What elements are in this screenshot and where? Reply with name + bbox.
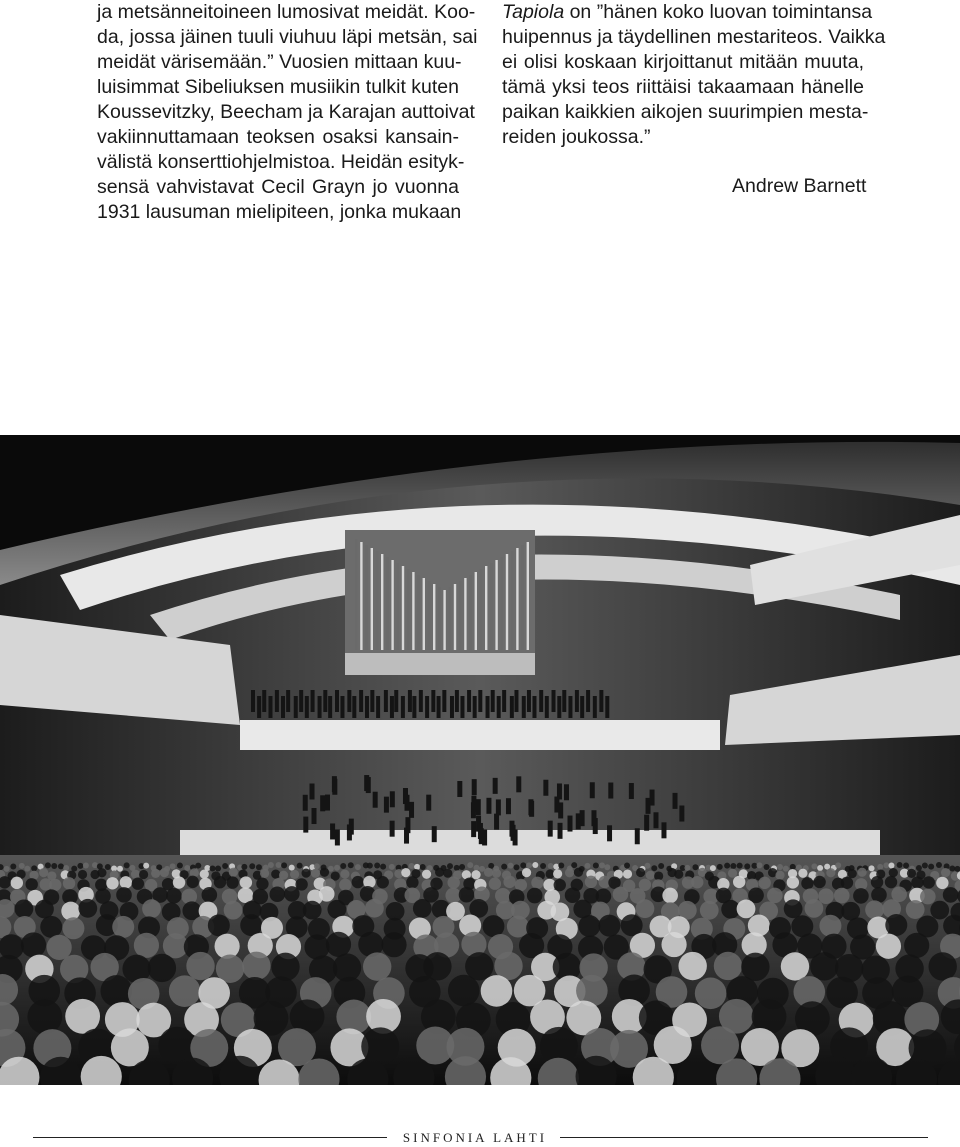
text-line: välistä konserttiohjelmistoa. Heidän esityk- bbox=[97, 151, 465, 173]
text-fragment: on ”hänen koko luovan toimintansa bbox=[564, 1, 873, 23]
text-line: meidät värisemään.” Vuosien mittaan kuu- bbox=[97, 51, 462, 73]
text-line: tämä yksi teos riittäisi takaamaan hänelle bbox=[502, 76, 864, 98]
footer-label: SINFONIA LAHTI bbox=[402, 1130, 548, 1145]
text-line: luisimmat Sibeliuksen musiikin tulkit kuten bbox=[97, 76, 459, 98]
text-line: reiden joukossa.” bbox=[502, 126, 651, 148]
work-title: Tapiola bbox=[502, 1, 565, 23]
text-line: vakiinnuttamaan teoksen osaksi kansain- bbox=[97, 126, 459, 148]
text-line: ja metsänneitoineen lumosivat meidät. Koo- bbox=[97, 1, 476, 23]
concert-hall-illustration bbox=[0, 435, 960, 1085]
text-line: ei olisi koskaan kirjoittanut mitään muuta, bbox=[502, 51, 864, 73]
left-text-column bbox=[97, 0, 478, 225]
text-line: Koussevitzky, Beecham ja Karajan auttoivat bbox=[97, 101, 475, 123]
text-line: 1931 lausuman mielipiteen, jonka mukaan bbox=[97, 201, 462, 223]
text-line bbox=[502, 0, 873, 25]
concert-hall-photo bbox=[0, 435, 960, 1085]
text-line: huipennus ja täydellinen mestariteos. Vaikka bbox=[502, 26, 886, 48]
text-line: paikan kaikkien aikojen suurimpien mesta- bbox=[502, 101, 869, 123]
right-text-column bbox=[502, 0, 886, 150]
text-line: da, jossa jäinen tuuli viuhuu läpi metsän, sai bbox=[97, 26, 478, 48]
footer-rule-left bbox=[33, 1137, 387, 1138]
author-signature: Andrew Barnett bbox=[732, 175, 867, 197]
footer-rule-right bbox=[560, 1137, 928, 1138]
text-line: sensä vahvistavat Cecil Grayn jo vuonna bbox=[97, 176, 459, 198]
